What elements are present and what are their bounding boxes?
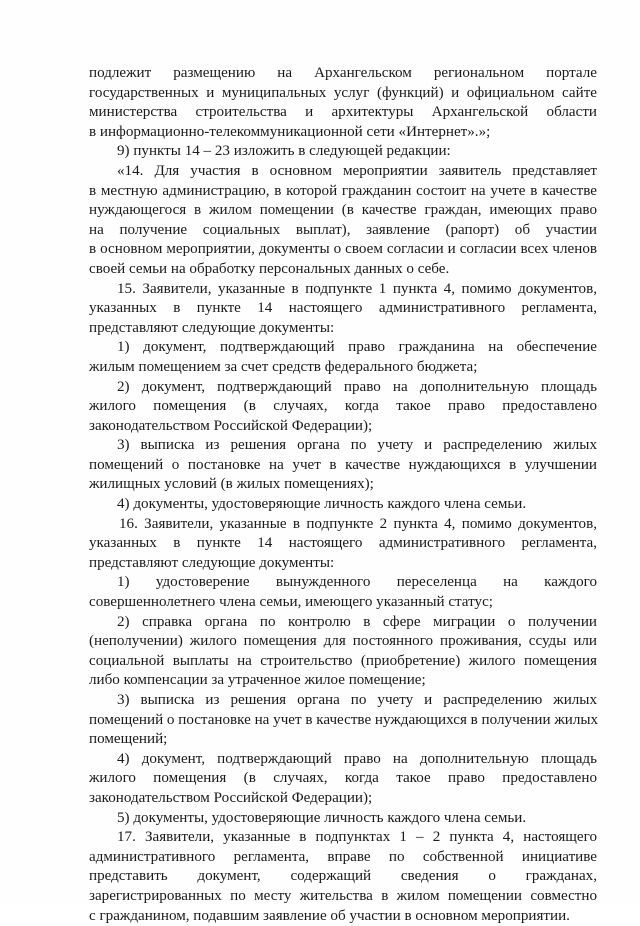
text-line: законодательством Российской Федерации); — [89, 789, 373, 806]
text-line: 2) справка органа по контролю в сфере миграции о получении — [117, 613, 597, 630]
text-line: 17. Заявители, указанные в подпунктах 1 – 2 пункта 4, настоящего — [117, 829, 597, 846]
text-line: (неполучении) жилого помещения для постоянного проживания, ссуды или — [89, 633, 597, 650]
text-line: в местную администрацию, в которой гражданин состоит на учете в качестве — [89, 182, 597, 199]
text-line: 4) документ, подтверждающий право на дополнительную площадь — [117, 750, 597, 767]
text-line: представить документ, содержащий сведения о гражданах, — [89, 868, 597, 885]
text-line: административного регламента, вправе по собственной инициативе — [89, 848, 597, 865]
text-line: указанных в пункте 14 настоящего административного регламента, — [89, 535, 597, 552]
text-line: социальной выплаты на строительство (приобретение) жилого помещения — [89, 652, 597, 669]
text-line: с гражданином, подавшим заявление об участии в основном мероприятии. — [89, 907, 570, 924]
text-line: нуждающегося в жилом помещении (в качестве граждан, имеющих право — [89, 202, 597, 219]
text-line: представляют следующие документы: — [89, 554, 335, 571]
text-line: 9) пункты 14 – 23 изложить в следующей редакции: — [117, 143, 451, 160]
text-line: 15. Заявители, указанные в подпункте 1 пункта 4, помимо документов, — [117, 280, 597, 297]
text-line: помещений; — [89, 731, 168, 748]
text-line: 3) выписка из решения органа по учету и распределению жилых — [117, 692, 597, 708]
text-line: в основном мероприятии, документы о своем согласии и согласии всех членов — [89, 241, 597, 258]
text-line: указанных в пункте 14 настоящего административного регламента, — [89, 300, 597, 317]
text-line: жилого помещения (в случаях, когда такое право предоставлено — [89, 770, 597, 787]
text-line: 3) выписка из решения органа по учету и распределению жилых — [117, 437, 597, 454]
text-line: на получение социальных выплат), заявление (рапорт) об участии — [89, 221, 597, 238]
text-line: помещений о постановке на учет в качестве нуждающихся в улучшении — [89, 456, 597, 473]
text-line: 4) документы, удостоверяющие личность каждого члена семьи. — [117, 496, 527, 513]
text-line: законодательством Российской Федерации); — [89, 417, 373, 434]
text-line: 5) документы, удостоверяющие личность каждого члена семьи. — [117, 809, 527, 826]
text-line: 16. Заявители, указанные в подпункте 2 пункта 4, помимо документов, — [119, 515, 597, 532]
text-line: либо компенсации за утраченное жилое помещение; — [89, 672, 426, 689]
text-line: «14. Для участия в основном мероприятии заявитель представляет — [117, 162, 597, 179]
text-line: жилищных условий (в жилых помещениях); — [89, 476, 374, 493]
text-line: 1) документ, подтверждающий право гражданина на обеспечение — [117, 339, 597, 356]
text-line: министерства строительства и архитектуры Архангельской области — [89, 104, 597, 121]
text-line: жилым помещением за счет средств федерального бюджета; — [89, 358, 478, 375]
text-line: жилого помещения (в случаях, когда такое право предоставлено — [89, 398, 597, 415]
text-line: совершеннолетнего члена семьи, имеющего указанный статус; — [89, 594, 493, 611]
text-line: 1) удостоверение вынужденного переселенца на каждого — [117, 574, 597, 591]
document-body — [89, 64, 597, 926]
text-line: государственных и муниципальных услуг (функций) и официальном сайте — [89, 84, 597, 101]
text-line: 2) документ, подтверждающий право на дополнительную площадь — [117, 378, 597, 395]
text-line: своей семьи на обработку персональных данных о себе. — [89, 260, 450, 277]
text-line: в информационно-телекоммуникационной сети «Интернет».»; — [89, 123, 491, 140]
text-line: помещений о постановке на учет в качестве нуждающихся в получении жилых — [89, 711, 599, 728]
text-line: подлежит размещению на Архангельском региональном портале — [89, 65, 597, 81]
text-line: представляют следующие документы: — [89, 319, 335, 336]
text-line: зарегистрированных по месту жительства в жилом помещении совместно — [89, 887, 597, 904]
